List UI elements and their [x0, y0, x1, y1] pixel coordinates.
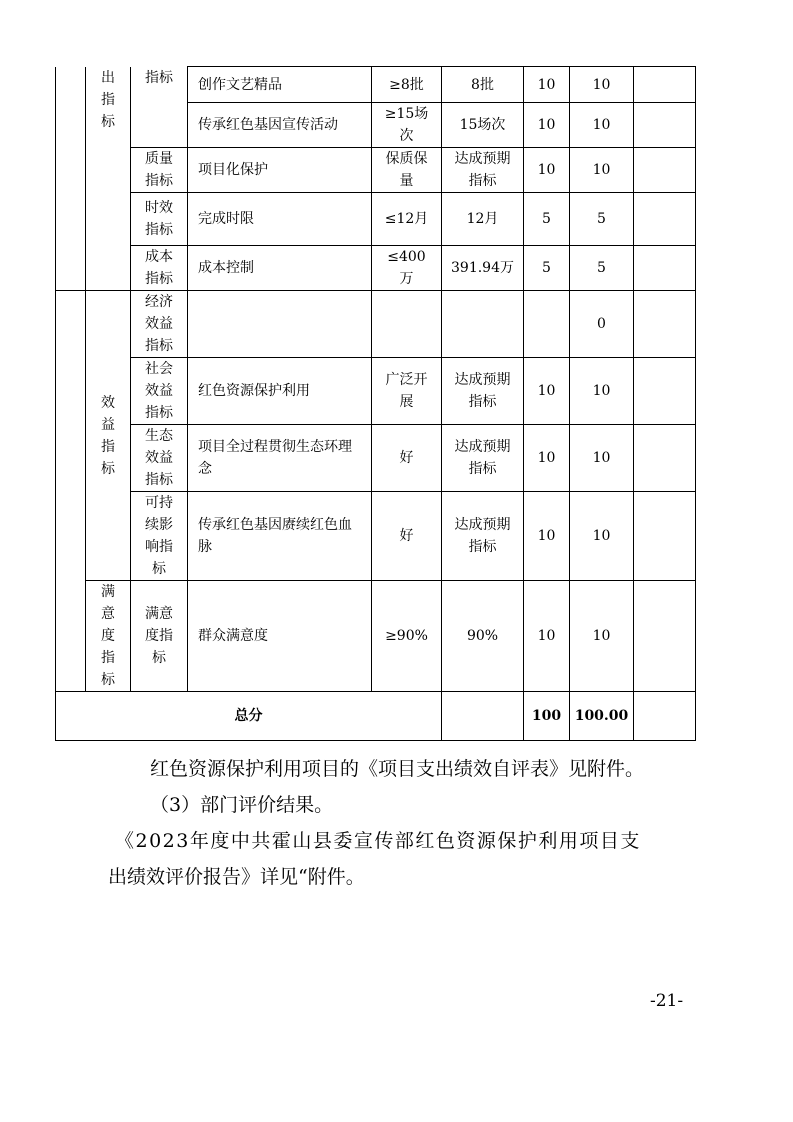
indicator-cell: 传承红色基因赓续红色血 脉 [188, 492, 372, 581]
table-row [56, 148, 696, 193]
score-cell: 10 [570, 492, 634, 581]
table-row [56, 492, 696, 581]
report-paragraph-line2: 出绩效评价报告》详见“附件。 [108, 866, 365, 888]
note-cell [634, 581, 696, 692]
target-cell: 好 [372, 425, 442, 492]
note-cell [634, 425, 696, 492]
note-cell [634, 193, 696, 246]
score-cell: 0 [570, 291, 634, 358]
subcategory-cell: 时效 指标 [131, 193, 188, 246]
score-cell: 10 [570, 358, 634, 425]
actual-cell: 15场次 [442, 103, 524, 148]
indicator-cell: 传承红色基因宣传活动 [188, 103, 372, 148]
target-cell: ≤12月 [372, 193, 442, 246]
table-row [56, 246, 696, 291]
target-cell: ≤400 万 [372, 246, 442, 291]
score-cell: 10 [570, 67, 634, 103]
weight-cell: 5 [524, 193, 570, 246]
total-label: 总分 [56, 692, 442, 741]
actual-cell: 8批 [442, 67, 524, 103]
weight-cell: 10 [524, 67, 570, 103]
weight-cell: 10 [524, 581, 570, 692]
target-cell: 保质保 量 [372, 148, 442, 193]
indicator-cell: 创作文艺精品 [188, 67, 372, 103]
weight-cell: 10 [524, 103, 570, 148]
note-cell [634, 291, 696, 358]
table-row [56, 581, 696, 692]
category-cell: 出 指 标 [86, 67, 131, 291]
indicator-cell: 成本控制 [188, 246, 372, 291]
table-row [56, 67, 696, 103]
score-cell: 5 [570, 246, 634, 291]
weight-cell: 10 [524, 148, 570, 193]
total-score: 100.00 [570, 692, 634, 741]
subcategory-cell: 经济 效益 指标 [131, 291, 188, 358]
report-paragraph-line1: 《2023年度中共霍山县委宣传部红色资源保护利用项目支 [115, 830, 641, 852]
actual-cell: 达成预期 指标 [442, 425, 524, 492]
target-cell: ≥90% [372, 581, 442, 692]
indicator-cell [188, 291, 372, 358]
score-cell: 10 [570, 148, 634, 193]
score-cell: 5 [570, 193, 634, 246]
performance-table [55, 66, 696, 741]
actual-cell: 达成预期 指标 [442, 492, 524, 581]
note-cell [634, 148, 696, 193]
category-cell: 效 益 指 标 [86, 291, 131, 581]
subcategory-cell: 可持 续影 响指 标 [131, 492, 188, 581]
actual-cell: 达成预期 指标 [442, 358, 524, 425]
total-weight: 100 [524, 692, 570, 741]
actual-cell: 12月 [442, 193, 524, 246]
actual-cell: 90% [442, 581, 524, 692]
actual-cell [442, 291, 524, 358]
attachment-paragraph: 红色资源保护利用项目的《项目支出绩效自评表》见附件。 [150, 758, 645, 780]
note-cell [634, 246, 696, 291]
total-actual-cell [442, 692, 524, 741]
indicator-cell: 项目化保护 [188, 148, 372, 193]
actual-cell: 391.94万 [442, 246, 524, 291]
subcategory-cell: 成本 指标 [131, 246, 188, 291]
target-cell: 好 [372, 492, 442, 581]
weight-cell [524, 291, 570, 358]
subcategory-cell: 指标 [131, 67, 188, 148]
table-row [56, 193, 696, 246]
table-row [56, 358, 696, 425]
score-cell: 10 [570, 425, 634, 492]
category-cell: 满 意 度 指 标 [86, 581, 131, 692]
note-cell [634, 492, 696, 581]
weight-cell: 10 [524, 492, 570, 581]
total-note-cell [634, 692, 696, 741]
note-cell [634, 103, 696, 148]
total-row [56, 692, 696, 741]
indicator-cell: 项目全过程贯彻生态环理 念 [188, 425, 372, 492]
target-cell: ≥8批 [372, 67, 442, 103]
note-cell [634, 358, 696, 425]
table-row [56, 425, 696, 492]
note-cell [634, 67, 696, 103]
weight-cell: 10 [524, 358, 570, 425]
page-number: -21- [650, 991, 684, 1011]
indicator-cell: 完成时限 [188, 193, 372, 246]
subcategory-cell: 质量 指标 [131, 148, 188, 193]
indicator-cell: 群众满意度 [188, 581, 372, 692]
table-row [56, 291, 696, 358]
target-cell: 广泛开 展 [372, 358, 442, 425]
section-heading: （3）部门评价结果。 [150, 794, 334, 816]
score-cell: 10 [570, 581, 634, 692]
target-cell [372, 291, 442, 358]
subcategory-cell: 满意 度指 标 [131, 581, 188, 692]
weight-cell: 5 [524, 246, 570, 291]
target-cell: ≥15场 次 [372, 103, 442, 148]
indicator-cell: 红色资源保护利用 [188, 358, 372, 425]
actual-cell: 达成预期 指标 [442, 148, 524, 193]
subcategory-cell: 生态 效益 指标 [131, 425, 188, 492]
weight-cell: 10 [524, 425, 570, 492]
subcategory-cell: 社会 效益 指标 [131, 358, 188, 425]
score-cell: 10 [570, 103, 634, 148]
